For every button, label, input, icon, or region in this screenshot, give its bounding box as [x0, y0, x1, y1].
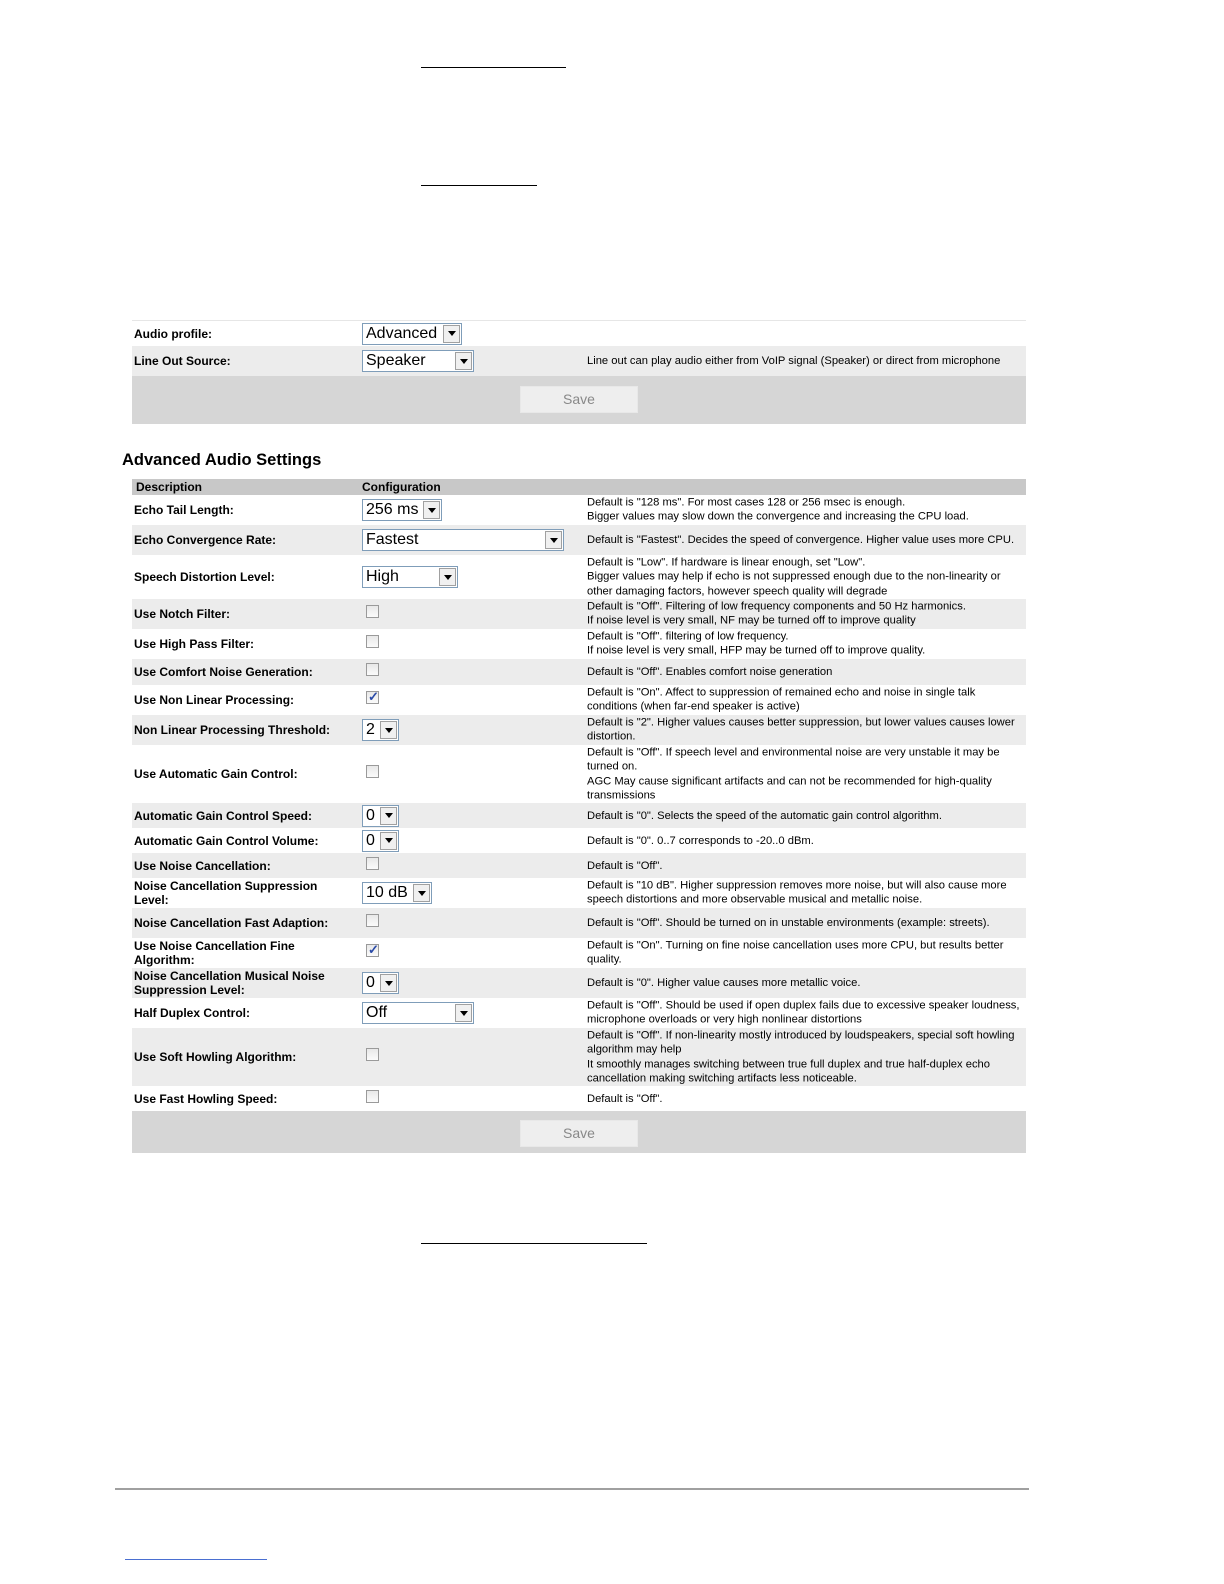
use-noise-cancellation-checkbox[interactable] — [366, 857, 379, 870]
non-linear-processing-threshold-row — [132, 715, 1026, 745]
speech-distortion-level-label: Speech Distortion Level: — [134, 570, 275, 584]
use-non-linear-processing-desc: Default is "On". Affect to suppression of remained echo and noise in single talk conditions (when far-end speaker is active) — [587, 686, 976, 713]
basic-audio-panel — [132, 320, 1026, 424]
use-automatic-gain-control-row — [132, 745, 1026, 803]
advanced-audio-settings-title: Advanced Audio Settings — [122, 451, 322, 469]
half-duplex-control-value: Off — [366, 1004, 388, 1021]
noise-cancellation-musical-noise-suppression-level-label: Noise Cancellation Musical Noise Suppression Level: — [134, 969, 325, 997]
echo-tail-length-select[interactable] — [362, 499, 442, 521]
use-non-linear-processing-label: Use Non Linear Processing: — [134, 693, 295, 707]
automatic-gain-control-speed-select[interactable] — [362, 805, 399, 827]
advanced-save-bar — [132, 1111, 1026, 1153]
echo-convergence-rate-select[interactable] — [362, 529, 564, 551]
speech-distortion-level-select[interactable] — [362, 566, 458, 588]
automatic-gain-control-speed-label: Automatic Gain Control Speed: — [134, 808, 313, 823]
use-non-linear-processing-row — [132, 685, 1026, 715]
advanced-rows — [132, 495, 1026, 1111]
configuration-header: Configuration — [362, 480, 441, 494]
automatic-gain-control-speed-desc: Default is "0". Selects the speed of the automatic gain control algorithm. — [587, 809, 942, 822]
automatic-gain-control-volume-select[interactable] — [362, 830, 399, 852]
echo-convergence-rate-desc: Default is "Fastest". Decides the speed of convergence. Higher value uses more CPU. — [587, 533, 1015, 546]
noise-cancellation-fast-adaption-checkbox[interactable] — [366, 914, 379, 927]
use-automatic-gain-control-desc: Default is "Off". If speech level and environmental noise are very unstable it may be turned on. AGC May cause significant artifacts and can not be recommended for high-quality transmissions — [587, 746, 1000, 802]
chevron-down-icon[interactable] — [413, 884, 430, 902]
chevron-down-icon[interactable] — [380, 807, 397, 825]
use-noise-cancellation-fine-algorithm-checkbox[interactable] — [366, 944, 379, 957]
advanced-audio-panel — [132, 479, 1026, 1153]
noise-cancellation-suppression-level-value: 10 dB — [366, 884, 408, 901]
automatic-gain-control-speed-value: 0 — [366, 806, 375, 824]
use-comfort-noise-generation-label: Use Comfort Noise Generation: — [134, 665, 313, 679]
use-fast-howling-speed-desc: Default is "Off". — [587, 1092, 663, 1105]
non-linear-processing-threshold-select[interactable] — [362, 719, 399, 741]
use-notch-filter-row — [132, 599, 1026, 629]
advanced-save-button[interactable]: Save — [520, 1120, 638, 1147]
chevron-down-icon[interactable] — [380, 721, 397, 739]
noise-cancellation-musical-noise-suppression-level-select[interactable] — [362, 972, 399, 994]
automatic-gain-control-speed-row — [132, 803, 1026, 828]
audio-profile-row — [132, 320, 1026, 346]
echo-tail-length-desc: Default is "128 ms". For most cases 128 or 256 msec is enough. Bigger values may slow down the convergence and increasing the CPU load. — [587, 496, 969, 523]
chevron-down-icon[interactable] — [455, 352, 472, 370]
chevron-down-icon[interactable] — [545, 531, 562, 549]
chevron-down-icon[interactable] — [423, 501, 440, 519]
use-high-pass-filter-desc: Default is "Off". filtering of low frequency. If noise level is very small, HFP may be turned off to improve quality. — [587, 630, 926, 657]
line-out-source-select[interactable] — [362, 350, 474, 372]
echo-tail-length-row — [132, 495, 1026, 525]
audio-profile-label: Audio profile: — [134, 326, 212, 341]
echo-tail-length-value: 256 ms — [366, 501, 419, 518]
use-fast-howling-speed-label: Use Fast Howling Speed: — [134, 1091, 278, 1106]
description-header: Description — [136, 480, 203, 494]
use-noise-cancellation-label: Use Noise Cancellation: — [134, 858, 271, 873]
non-linear-processing-threshold-desc: Default is "2". Higher values causes better suppression, but lower values causes lower distortion. — [587, 716, 1015, 743]
chevron-down-icon[interactable] — [380, 974, 397, 992]
use-notch-filter-desc: Default is "Off". Filtering of low frequency components and 50 Hz harmonics. If noise level is very small, NF may be turned off to improve quality — [587, 600, 966, 627]
use-high-pass-filter-label: Use High Pass Filter: — [134, 637, 255, 651]
use-noise-cancellation-fine-algorithm-desc: Default is "On". Turning on fine noise cancellation uses more CPU, but results better quality. — [587, 939, 1004, 966]
use-comfort-noise-generation-row — [132, 659, 1026, 685]
footer-link-underline — [125, 1559, 267, 1560]
automatic-gain-control-volume-row — [132, 828, 1026, 853]
automatic-gain-control-volume-label: Automatic Gain Control Volume: — [134, 833, 319, 848]
basic-save-button[interactable]: Save — [520, 386, 638, 413]
use-notch-filter-label: Use Notch Filter: — [134, 607, 231, 621]
line-out-source-label: Line Out Source: — [134, 354, 231, 368]
table-header — [132, 479, 1026, 495]
noise-cancellation-fast-adaption-desc: Default is "Off". Should be turned on in unstable environments (example: streets). — [587, 916, 990, 929]
use-noise-cancellation-fine-algorithm-label: Use Noise Cancellation Fine Algorithm: — [134, 939, 295, 967]
half-duplex-control-label: Half Duplex Control: — [134, 1006, 250, 1020]
half-duplex-control-select[interactable] — [362, 1002, 474, 1024]
noise-cancellation-musical-noise-suppression-level-value: 0 — [366, 974, 375, 991]
speech-distortion-level-value: High — [366, 568, 399, 585]
automatic-gain-control-volume-desc: Default is "0". 0..7 corresponds to -20..0 dBm. — [587, 834, 814, 847]
use-high-pass-filter-row — [132, 629, 1026, 659]
half-duplex-control-row — [132, 998, 1026, 1028]
echo-convergence-rate-row — [132, 525, 1026, 555]
use-fast-howling-speed-checkbox[interactable] — [366, 1090, 379, 1103]
use-soft-howling-algorithm-checkbox[interactable] — [366, 1048, 379, 1061]
noise-cancellation-musical-noise-suppression-level-row — [132, 968, 1026, 998]
redacted-heading-rule-1 — [421, 67, 566, 68]
audio-profile-select[interactable] — [362, 323, 462, 345]
use-noise-cancellation-row — [132, 853, 1026, 878]
echo-convergence-rate-label: Echo Convergence Rate: — [134, 533, 277, 547]
line-out-source-value: Speaker — [366, 352, 426, 369]
noise-cancellation-suppression-level-desc: Default is "10 dB". Higher suppression removes more noise, but will also cause more speech distortions and more observable musical and metallic noise. — [587, 879, 1007, 906]
use-automatic-gain-control-checkbox[interactable] — [366, 765, 379, 778]
chevron-down-icon[interactable] — [455, 1004, 472, 1022]
noise-cancellation-suppression-level-row — [132, 878, 1026, 908]
line-out-source-desc: Line out can play audio either from VoIP signal (Speaker) or direct from microphone — [587, 354, 1001, 367]
use-soft-howling-algorithm-desc: Default is "Off". If non-linearity mostly introduced by loudspeakers, special soft howling algorithm may help It smoothly manages switching between true full duplex and true half-duplex echo cancellation making switching artifacts less noticeable. — [587, 1029, 1015, 1085]
chevron-down-icon[interactable] — [443, 325, 460, 343]
noise-cancellation-musical-noise-suppression-level-desc: Default is "0". Higher value causes more metallic voice. — [587, 976, 861, 989]
audio-profile-value: Advanced — [366, 324, 438, 342]
speech-distortion-level-desc: Default is "Low". If hardware is linear enough, set "Low". Bigger values may help if echo is not suppressed enough due to the non-linearity or other damaging factors, however speech quality will degrade — [587, 556, 1001, 598]
redacted-heading-rule-2 — [421, 185, 537, 186]
non-linear-processing-threshold-value: 2 — [366, 721, 375, 738]
line-out-source-row — [132, 346, 1026, 376]
basic-save-bar — [132, 376, 1026, 424]
use-comfort-noise-generation-desc: Default is "Off". Enables comfort noise generation — [587, 665, 833, 678]
use-soft-howling-algorithm-row — [132, 1028, 1026, 1086]
noise-cancellation-fast-adaption-label: Noise Cancellation Fast Adaption: — [134, 916, 329, 930]
use-automatic-gain-control-label: Use Automatic Gain Control: — [134, 767, 298, 781]
use-noise-cancellation-fine-algorithm-row — [132, 938, 1026, 968]
non-linear-processing-threshold-label: Non Linear Processing Threshold: — [134, 723, 331, 737]
use-comfort-noise-generation-checkbox[interactable] — [366, 663, 379, 676]
footer-rule — [115, 1488, 1029, 1490]
noise-cancellation-suppression-level-select[interactable] — [362, 882, 432, 904]
automatic-gain-control-volume-value: 0 — [366, 831, 375, 849]
redacted-heading-rule-3 — [421, 1243, 647, 1244]
half-duplex-control-desc: Default is "Off". Should be used if open duplex fails due to excessive speaker loudness, microphone overloads or very high nonlinear distortions — [587, 999, 1020, 1026]
echo-convergence-rate-value: Fastest — [366, 531, 419, 548]
use-fast-howling-speed-row — [132, 1086, 1026, 1111]
use-high-pass-filter-checkbox[interactable] — [366, 635, 379, 648]
noise-cancellation-fast-adaption-row — [132, 908, 1026, 938]
use-noise-cancellation-desc: Default is "Off". — [587, 859, 663, 872]
chevron-down-icon[interactable] — [439, 568, 456, 586]
speech-distortion-level-row — [132, 555, 1026, 599]
noise-cancellation-suppression-level-label: Noise Cancellation Suppression Level: — [134, 879, 318, 907]
use-notch-filter-checkbox[interactable] — [366, 605, 379, 618]
chevron-down-icon[interactable] — [380, 832, 397, 850]
use-soft-howling-algorithm-label: Use Soft Howling Algorithm: — [134, 1050, 297, 1064]
use-non-linear-processing-checkbox[interactable] — [366, 691, 379, 704]
echo-tail-length-label: Echo Tail Length: — [134, 503, 234, 517]
